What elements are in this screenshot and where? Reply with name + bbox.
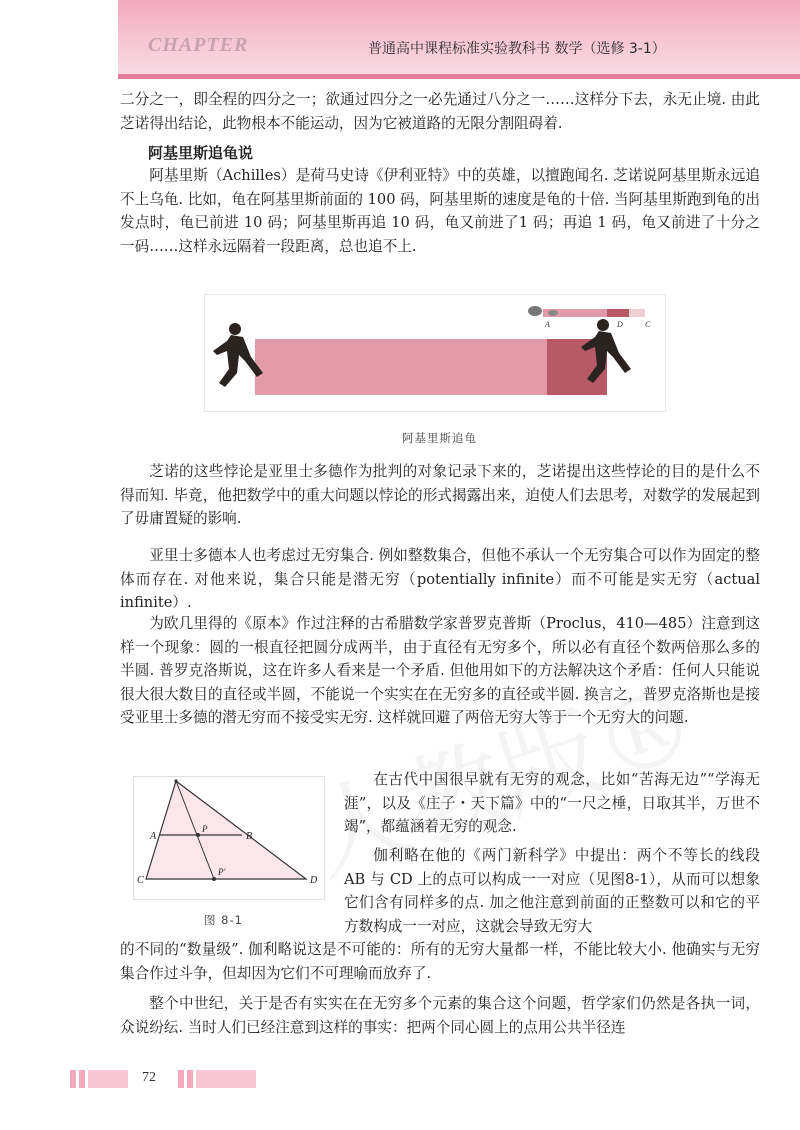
- triangle-caption: 图 8-1: [204, 913, 243, 927]
- tiny-turtle-icon: [548, 310, 558, 316]
- label-c: C: [137, 875, 144, 886]
- paragraph-7: 伽利略在他的《两门新科学》中提出：两个不等长的线段 AB 与 CD 上的点可以构成一一对应（见图8-1），从而可以想象它们含有同样多的点. 加之他注意到前面的正整数可以和它的平方数构成一一对应，这就会导致无穷大: [344, 847, 760, 935]
- paragraph-3: 芝诺的这些悖论是亚里士多德作为批判的对象记录下来的，芝诺提出这些悖论的目的是什么不得而知. 毕竟，他把数学中的重大问题以悖论的形式揭露出来，迫使人们去思考，对数学的发展起到了毋庸置疑的影响.: [120, 463, 760, 527]
- triangle-figure: [133, 776, 325, 900]
- point-p: [196, 833, 200, 837]
- footer-bars: [66, 1068, 266, 1090]
- label-d: D: [617, 320, 623, 329]
- paragraph-8: 的不同的“数量级”. 伽利略说这是不可能的：所有的无穷大量都一样，不能比较大小. 他确实与无穷集合作过斗争，但却因为它们不可理喻而放弃了.: [120, 941, 760, 982]
- label-b: B: [246, 831, 253, 842]
- paragraph-6: 在古代中国很早就有无穷的观念，比如“苦海无边”“学海无涯”，以及《庄子・天下篇》中的“一尺之棰，日取其半，万世不竭”，都蕴涵着无穷的观念.: [344, 771, 760, 835]
- page-number: 72: [142, 1070, 156, 1085]
- apex-point: [174, 779, 177, 782]
- label-p-prime: P′: [218, 867, 226, 877]
- track-bar-long: [255, 339, 547, 395]
- header-stripe: [118, 74, 800, 79]
- achilles-illustration: [205, 295, 665, 411]
- chapter-label: CHAPTER: [148, 34, 249, 56]
- label-a: A: [150, 831, 157, 842]
- paragraph-4: 亚里士多德本人也考虑过无穷集合. 例如整数集合，但他不承认一个无穷集合可以作为固定的整体而存在. 对他来说，集合只能是潜无穷（potentially infinite）而不可能是实无穷（actual infinite）.: [120, 547, 760, 611]
- label-d: D: [310, 875, 318, 886]
- triangle-diagram: [134, 777, 324, 899]
- paragraph-2: 阿基里斯（Achilles）是荷马史诗《伊利亚特》中的英雄，以擅跑闻名. 芝诺说阿基里斯永远追不上乌龟. 比如，龟在阿基里斯前面的 100 码，阿基里斯的速度是龟的十倍. 当阿基里斯跑到龟的出发点时，龟已前进 10 码；阿基里斯再追 10 码，龟又前进了1 码；再追 1 码，龟又前进了十分之一码……这样永远隔着一段距离，总也追不上.: [120, 167, 760, 255]
- top-bar-tail: [629, 309, 645, 317]
- book-title: 普通高中课程标准实验教科书 数学（选修 3-1）: [368, 41, 666, 57]
- achilles-figure: [204, 294, 666, 412]
- top-bar-end: [607, 309, 629, 317]
- point-p-prime: [212, 877, 216, 881]
- tiny-runner-icon: [528, 306, 542, 316]
- triangle-shape: [146, 781, 306, 879]
- label-c: C: [645, 320, 651, 329]
- footer-decoration: [66, 1068, 266, 1090]
- paragraph-9: 整个中世纪，关于是否有实实在在无穷多个元素的集合这个问题，哲学家们仍然是各执一词，众说纷纭. 当时人们已经注意到这样的事实：把两个同心圆上的点用公共半径连: [120, 995, 760, 1036]
- paragraph-5: 为欧几里得的《原本》作过注释的古希腊数学家普罗克普斯（Proclus，410—485）注意到这样一个现象：圆的一根直径把圆分成两半，由于直径有无穷多个，所以必有直径个数两倍那么多的半圆. 普罗克洛斯说，这在许多人看来是一个矛盾. 但他用如下的方法解决这个矛盾：任何人只能说很大很大数目的直径或半圆，不能说一个实实在在无穷多的直径或半圆. 换言之，普罗克洛斯也是接受亚里士多德的潜无穷而不接受实无穷. 这样就回避了两倍无穷大等于一个无穷大的问题.: [120, 615, 760, 726]
- paragraph-1: 二分之一，即全程的四分之一；欲通过四分之一必先通过八分之一……这样分下去，永无止境. 由此芝诺得出结论，此物根本不能运动，因为它被道路的无限分割阻碍着.: [120, 91, 760, 132]
- label-a: A: [545, 320, 550, 329]
- section-subheading: 阿基里斯追龟说: [148, 144, 254, 162]
- figure-caption: 阿基里斯追龟: [402, 431, 477, 445]
- label-p: P: [202, 824, 208, 834]
